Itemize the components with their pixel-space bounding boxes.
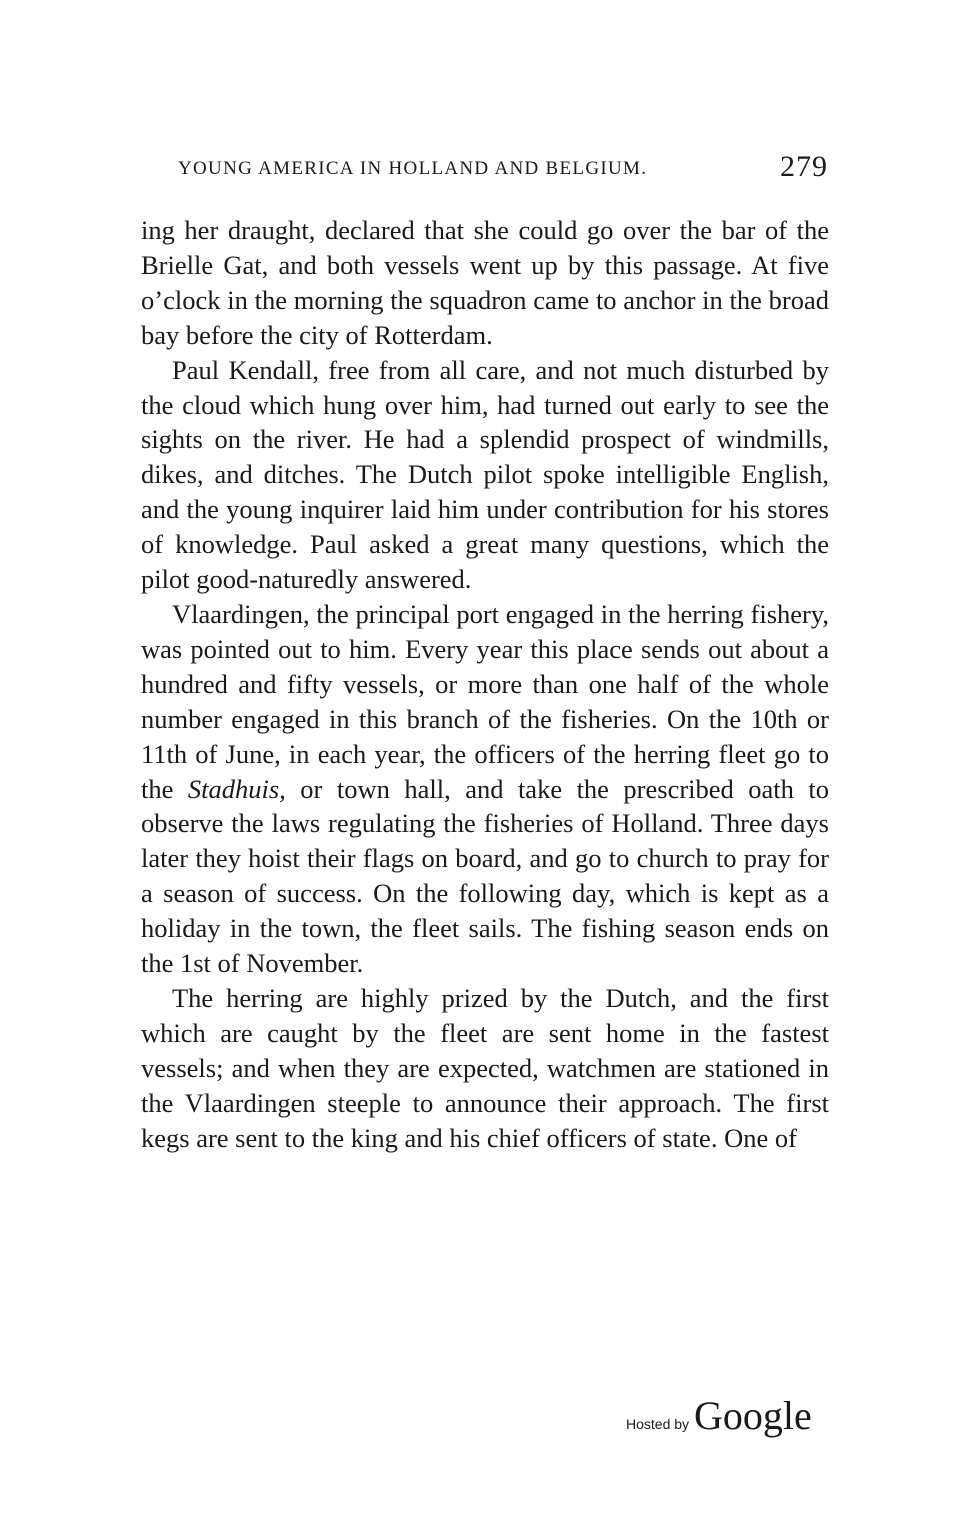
paragraph-herring: The herring are highly prized by the Dutch, and the first which are caught by the fleet are sent home in the fastest vessels; and when they are expected, watchmen are stationed in the Vlaardingen steeple to announce their approach. The first kegs are sent to the king and his chief officers of state. One of xyxy=(141,982,829,1153)
paragraph-text-before-italic: Vlaardingen, the principal port engaged in the herring fishery, was pointed out to him. Every year this place sends out about a hundred and fifty vessels, or more than one half of the whole number engaged in this branch of the fisheries. On the 10th or 11th of June, in each year, the officers of the herring fleet go to the xyxy=(141,598,829,804)
running-head xyxy=(178,150,828,190)
italic-stadhuis: Stadhuis, xyxy=(187,773,286,804)
hosted-by-footer xyxy=(626,1392,812,1442)
paragraph-continued: ing her draught, declared that she could go over the bar of the Brielle Gat, and both vessels went up by this passage. At five o’clock in the morning the squadron came to anchor in the broad bay before the city of Rotterdam. xyxy=(141,215,829,350)
google-logo: Google xyxy=(694,1393,812,1438)
paragraph-paul-kendall: Paul Kendall, free from all care, and not much disturbed by the cloud which hung over him, had turned out early to see the sights on the river. He had a splendid prospect of windmills, dikes, and ditches. The Dutch pilot spoke intelligible English, and the young inquirer laid him under contribution for his stores of knowledge. Paul asked a great many questions, which the pilot good-naturedly answered. xyxy=(141,354,829,595)
paragraph-text-after-italic: or town hall, and take the prescribed oath to observe the laws regulating the fisheries of Holland. Three days later they hoist their flags on board, and go to church to pray for a season of success. On the following day, which is kept as a holiday in the town, the fleet sails. The fishing season ends on the 1st of November. xyxy=(141,773,830,979)
paragraph-vlaardingen xyxy=(141,597,829,981)
body-text xyxy=(141,213,829,1155)
hosted-by-label: Hosted by xyxy=(626,1416,690,1432)
page-number: 279 xyxy=(780,150,828,183)
running-title: YOUNG AMERICA IN HOLLAND AND BELGIUM. xyxy=(178,158,648,179)
